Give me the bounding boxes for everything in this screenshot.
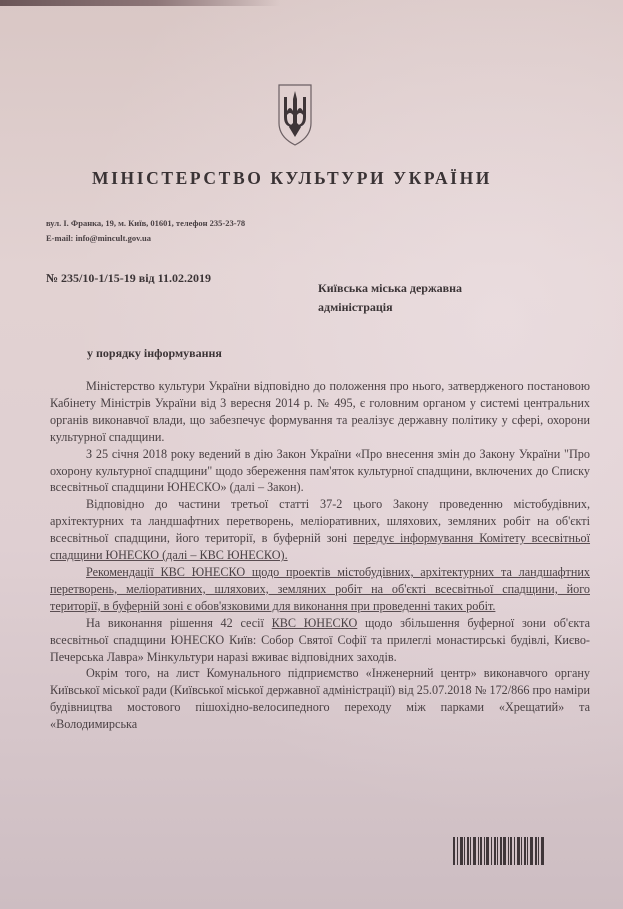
outgoing-number: № 235/10-1/15-19 від 11.02.2019	[46, 271, 211, 285]
paragraph-3	[50, 496, 590, 564]
paragraph-5	[50, 615, 590, 666]
addressee	[318, 279, 462, 317]
paragraph-5-text-a: На виконання рішення 42 сесії	[86, 615, 272, 630]
paragraph-6: Окрім того, на лист Комунального підприємство «Інженерний центр» виконавчого органу Київської міської ради (Київської міської державної адміністрації) від 25.07.2018 № 172/866 про наміри будівництва мостового пішохідно-велосипедного переходу між парками «Хрещатий» та «Володимирська	[50, 666, 590, 732]
barcode-icon	[453, 837, 561, 865]
ministry-contacts	[46, 216, 245, 246]
letter-body	[50, 378, 590, 733]
paragraph-4	[50, 564, 590, 615]
paragraph-4-underlined: Рекомендації КВС ЮНЕСКО щодо проектів містобудівних, архітектурних та ландшафтних перетворень, меліоративних, шляхових, земляних робіт на об'єкті всесвітньої спадщини, його території, в буферній зоні є обов'язковими для виконання при проведенні таких робіт.	[50, 564, 590, 613]
addressee-line-1: Київська міська державна	[318, 281, 463, 295]
trident-coat-of-arms-icon	[277, 83, 313, 147]
email-line: E-mail: info@mincult.gov.ua	[46, 233, 151, 243]
paragraph-1: Міністерство культури України відповідно до положення про нього, затвердженого постановою Кабінету Міністрів України від 3 вересня 2014 р. № 495, є головним органом у системі центральних органів виконавчої влади, що забезпечує формування та реалізує державну політику у сфері, охорони культурної спадщини.	[50, 379, 590, 444]
paragraph-3-text: Відповідно до частини третьої статті 37-2 цього Закону проведенню містобудівних, архітектурних та ландшафтних перетворень, меліоративних, шляхових, земляних робіт на об'єкті всесвітньої спадщини, його території, в буферній зоні	[50, 497, 590, 546]
paragraph-5-text-b: щодо збільшення буферної зони об'єкта всесвітньої спадщини ЮНЕСКО Київ: Собор Святої Софії та прилеглі монастирські будівлі, Києво-Печерська Лавра» Мінкультури наразі вживає відповідних заходів.	[50, 615, 590, 664]
address-line: вул. І. Франка, 19, м. Київ, 01601, телефон 235-23-78	[46, 218, 246, 228]
addressee-line-2: адміністрація	[318, 300, 393, 314]
paragraph-5-underlined: КВС ЮНЕСКО	[271, 615, 358, 630]
ministry-title: МІНІСТЕРСТВО КУЛЬТУРИ УКРАЇНИ	[92, 168, 493, 188]
paragraph-3-underlined: передує інформування Комітету всесвітньої спадщини ЮНЕСКО (далі – КВС ЮНЕСКО).	[50, 531, 591, 563]
paragraph-2: З 25 січня 2018 року ведений в дію Закон України «Про внесення змін до Закону України "Про охорону культурної спадщини" щодо збереження пам'яток культурної спадщини, включених до Списку всесвітньої спадщини ЮНЕСКО» (далі – Закон).	[50, 446, 590, 495]
subject-line: у порядку інформування	[87, 346, 222, 360]
